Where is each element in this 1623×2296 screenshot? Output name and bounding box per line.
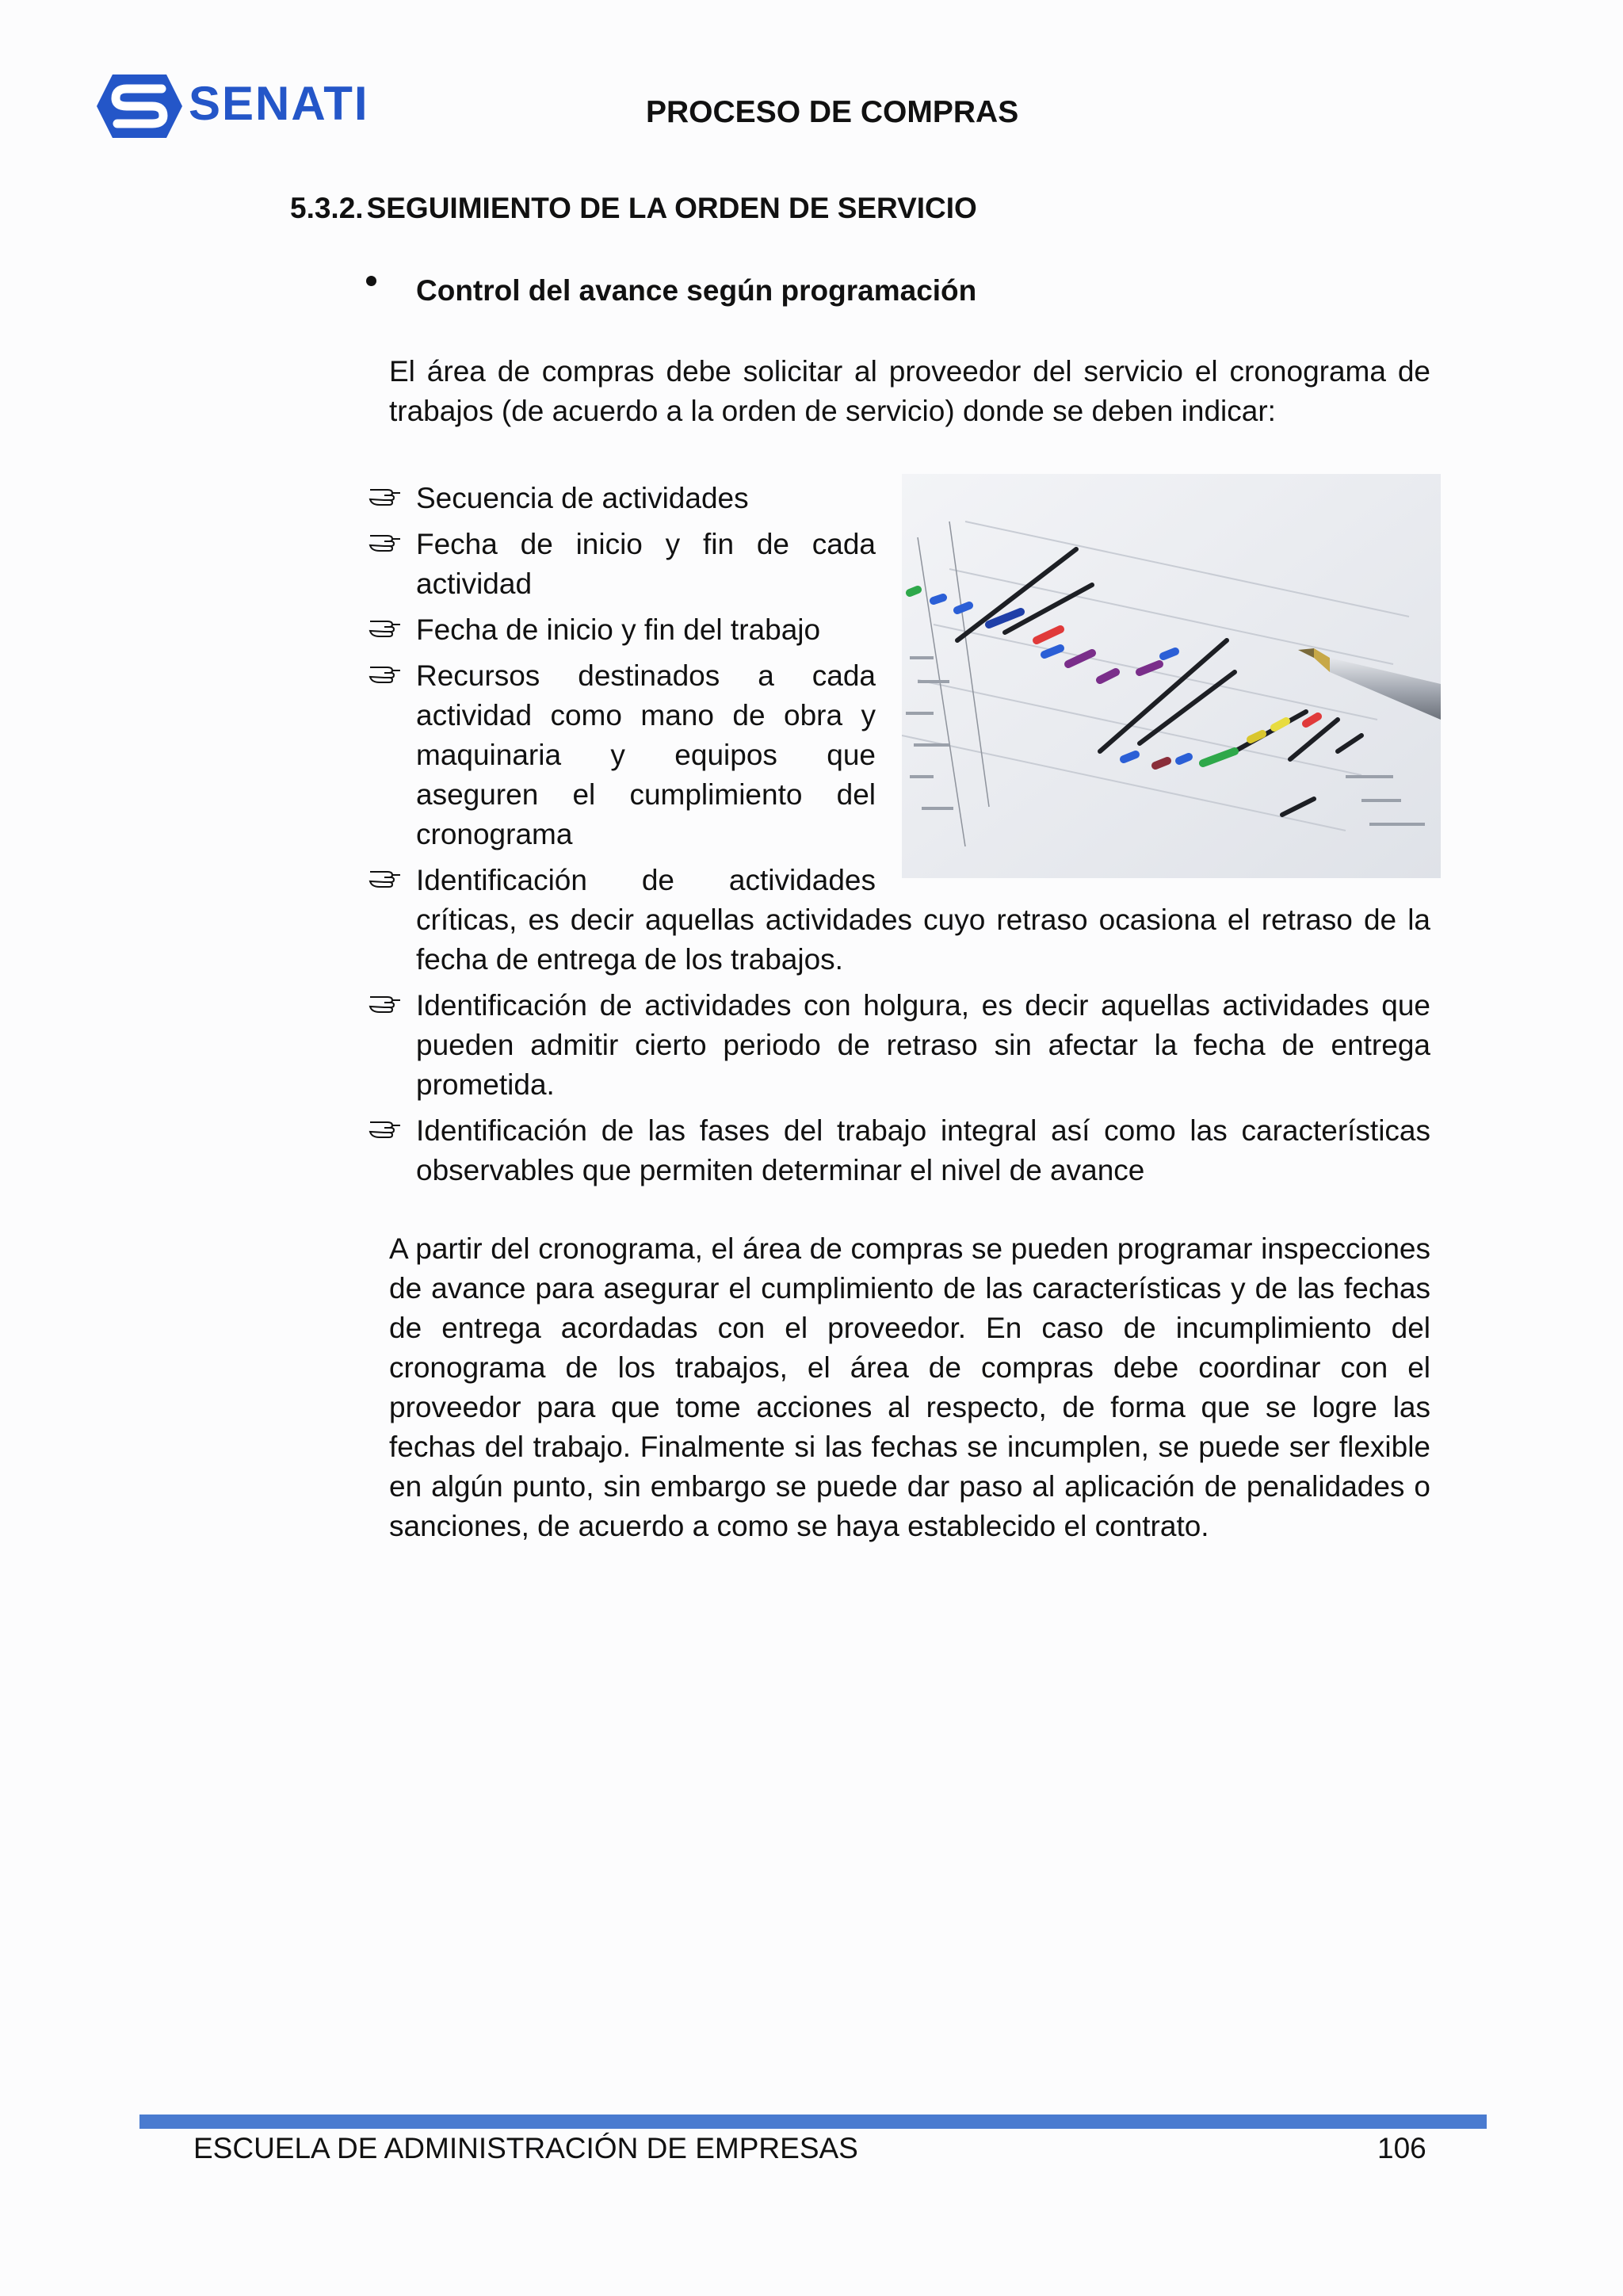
- list-item: [416, 986, 1430, 1105]
- footer-school: ESCUELA DE ADMINISTRACIÓN DE EMPRESAS: [193, 2132, 858, 2164]
- pointing-hand-icon: [367, 861, 403, 892]
- intro-paragraph: El área de compras debe solicitar al proveedor del servicio el cronograma de trabajos (de acuerdo a la orden de servicio) donde se deben indicar:: [389, 355, 1430, 427]
- footer-divider: [139, 2115, 1487, 2129]
- pointing-hand-icon: [367, 479, 403, 510]
- list-item-text: Fecha de inicio y fin de cada actividad: [416, 528, 876, 600]
- list-item: [416, 525, 876, 604]
- document-title: PROCESO DE COMPRAS: [646, 95, 1019, 129]
- list-item-text: Fecha de inicio y fin del trabajo: [416, 613, 821, 646]
- list-item: [416, 479, 749, 518]
- closing-paragraph: A partir del cronograma, el área de compras se pueden programar inspecciones de avance para asegurar el cumplimiento de las características y de las fechas de entrega acordadas con el proveedor. En caso de incumplimiento del cronograma de los trabajos, el área de compras debe coordinar con el proveedor para que tome acciones al respecto, de forma que se logre las fechas del trabajo. Finalmente si las fechas se incumplen, se puede ser flexible en algún punto, sin embargo se puede dar paso al aplicación de penalidades o sanciones, de acuerdo a como se haya establecido el contrato.: [389, 1232, 1430, 1542]
- list-item-text: Identificación de actividades con holgura, es decir aquellas actividades que pueden admitir cierto periodo de retraso sin afectar la fecha de entrega prometida.: [416, 989, 1430, 1101]
- list-item: [416, 610, 820, 650]
- list-item-text: Identificación de actividades: [416, 864, 876, 896]
- bullet-icon: [366, 276, 376, 286]
- pointing-hand-icon: [367, 610, 403, 642]
- list-item: [416, 656, 876, 854]
- pointing-hand-icon: [367, 986, 403, 1018]
- list-item-text: Recursos destinados a cada actividad como mano de obra y maquinaria y equipos que aseguren el cumplimiento del cronograma: [416, 659, 876, 850]
- list-item: [416, 1111, 1430, 1190]
- pointing-hand-icon: [367, 1111, 403, 1143]
- section-number: 5.3.2.: [290, 192, 364, 224]
- page-number: 106: [1377, 2132, 1426, 2164]
- logo-wordmark: SENATI: [189, 77, 369, 130]
- bullet-heading: Control del avance según programación: [416, 274, 977, 307]
- list-item-text: Secuencia de actividades: [416, 482, 749, 514]
- pointing-hand-icon: [367, 525, 403, 556]
- section-title: SEGUIMIENTO DE LA ORDEN DE SERVICIO: [366, 192, 977, 224]
- list-item-text: Identificación de las fases del trabajo integral así como las características observables que permiten determinar el nivel de avance: [416, 1114, 1430, 1186]
- gantt-chart-photo: [902, 474, 1441, 878]
- section-heading: [290, 192, 977, 225]
- pointing-hand-icon: [367, 656, 403, 688]
- list-item: [416, 861, 1430, 980]
- list-item-text: críticas, es decir aquellas actividades cuyo retraso ocasiona el retraso de la fecha de entrega de los trabajos.: [416, 904, 1430, 976]
